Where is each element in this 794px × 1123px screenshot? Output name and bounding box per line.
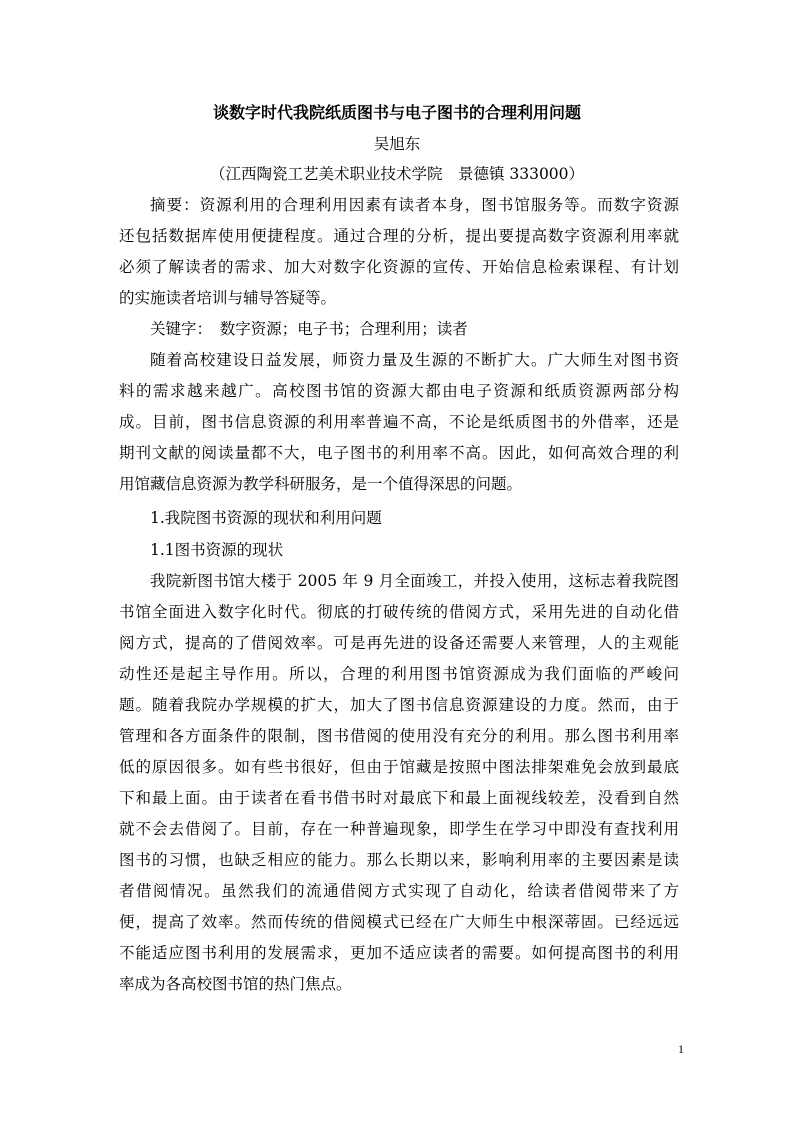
- body-line: 便，提高了效率。然而传统的借阅模式已经在广大师生中根深蒂固。已经远远: [119, 913, 679, 931]
- body-line: 管理和各方面条件的限制，图书借阅的使用没有充分的利用。那么图书利用率: [119, 727, 679, 745]
- abstract-line: 还包括数据库使用便捷程度。通过合理的分析，提出要提高数字资源利用率就: [119, 227, 679, 245]
- intro-line: 随着高校建设日益发展，师资力量及生源的不断扩大。广大师生对图书资: [150, 351, 679, 369]
- body-line: 动性还是起主导作用。所以，合理的利用图书馆资源成为我们面临的严峻问: [119, 665, 679, 683]
- body-line: 者借阅情况。虽然我们的流通借阅方式实现了自动化，给读者借阅带来了方: [119, 882, 679, 900]
- intro-line: 料的需求越来越广。高校图书馆的资源大都由电子资源和纸质资源两部分构: [119, 382, 679, 400]
- page-number: 1: [678, 1042, 684, 1056]
- body-line: 就不会去借阅了。目前，存在一种普遍现象，即学生在学习中即没有查找利用: [119, 820, 679, 838]
- abstract-line: 摘要：资源利用的合理利用因素有读者本身，图书馆服务等。而数字资源: [150, 196, 679, 214]
- intro-line: 成。目前，图书信息资源的利用率普遍不高，不论是纸质图书的外借率，还是: [119, 413, 679, 431]
- subsection-heading: 1.1图书资源的现状: [150, 541, 284, 559]
- body-line: 低的原因很多。如有些书很好，但由于馆藏是按照中图法排架难免会放到最底: [119, 758, 679, 776]
- author-affiliation: （江西陶瓷工艺美术职业技术学院 景德镇 333000）: [209, 165, 585, 183]
- document-title: 谈数字时代我院纸质图书与电子图书的合理利用问题: [212, 103, 581, 122]
- body-line: 不能适应图书利用的发展需求，更加不适应读者的需要。如何提高图书的利用: [119, 944, 679, 962]
- body-line: 图书的习惯，也缺乏相应的能力。那么长期以来，影响利用率的主要因素是读: [119, 851, 679, 869]
- body-line: 我院新图书馆大楼于 2005 年 9 月全面竣工，并投入使用，这标志着我院图: [150, 572, 679, 590]
- author-name: 吴旭东: [373, 135, 421, 153]
- intro-line: 用馆藏信息资源为教学科研服务，是一个值得深思的问题。: [119, 475, 523, 493]
- body-line: 下和最上面。由于读者在看书借书时对最底下和最上面视线较差，没看到自然: [119, 789, 679, 807]
- body-line: 率成为各高校图书馆的热门焦点。: [119, 975, 352, 993]
- abstract-line: 必须了解读者的需求、加大对数字化资源的宣传、开始信息检索课程、有计划: [119, 258, 679, 276]
- abstract-line: 的实施读者培训与辅导答疑等。: [119, 289, 337, 307]
- section-heading: 1.我院图书资源的现状和利用问题: [150, 509, 382, 527]
- intro-line: 期刊文献的阅读量都不大，电子图书的利用率不高。因此，如何高效合理的利: [119, 444, 679, 462]
- body-line: 阅方式，提高的了借阅效率。可是再先进的设备还需要人来管理，人的主观能: [119, 634, 679, 652]
- body-line: 题。随着我院办学规模的扩大，加大了图书信息资源建设的力度。然而，由于: [119, 696, 679, 714]
- body-line: 书馆全面进入数字化时代。彻底的打破传统的借阅方式，采用先进的自动化借: [119, 603, 679, 621]
- keywords-line: 关键字： 数字资源；电子书；合理利用；读者: [150, 320, 468, 338]
